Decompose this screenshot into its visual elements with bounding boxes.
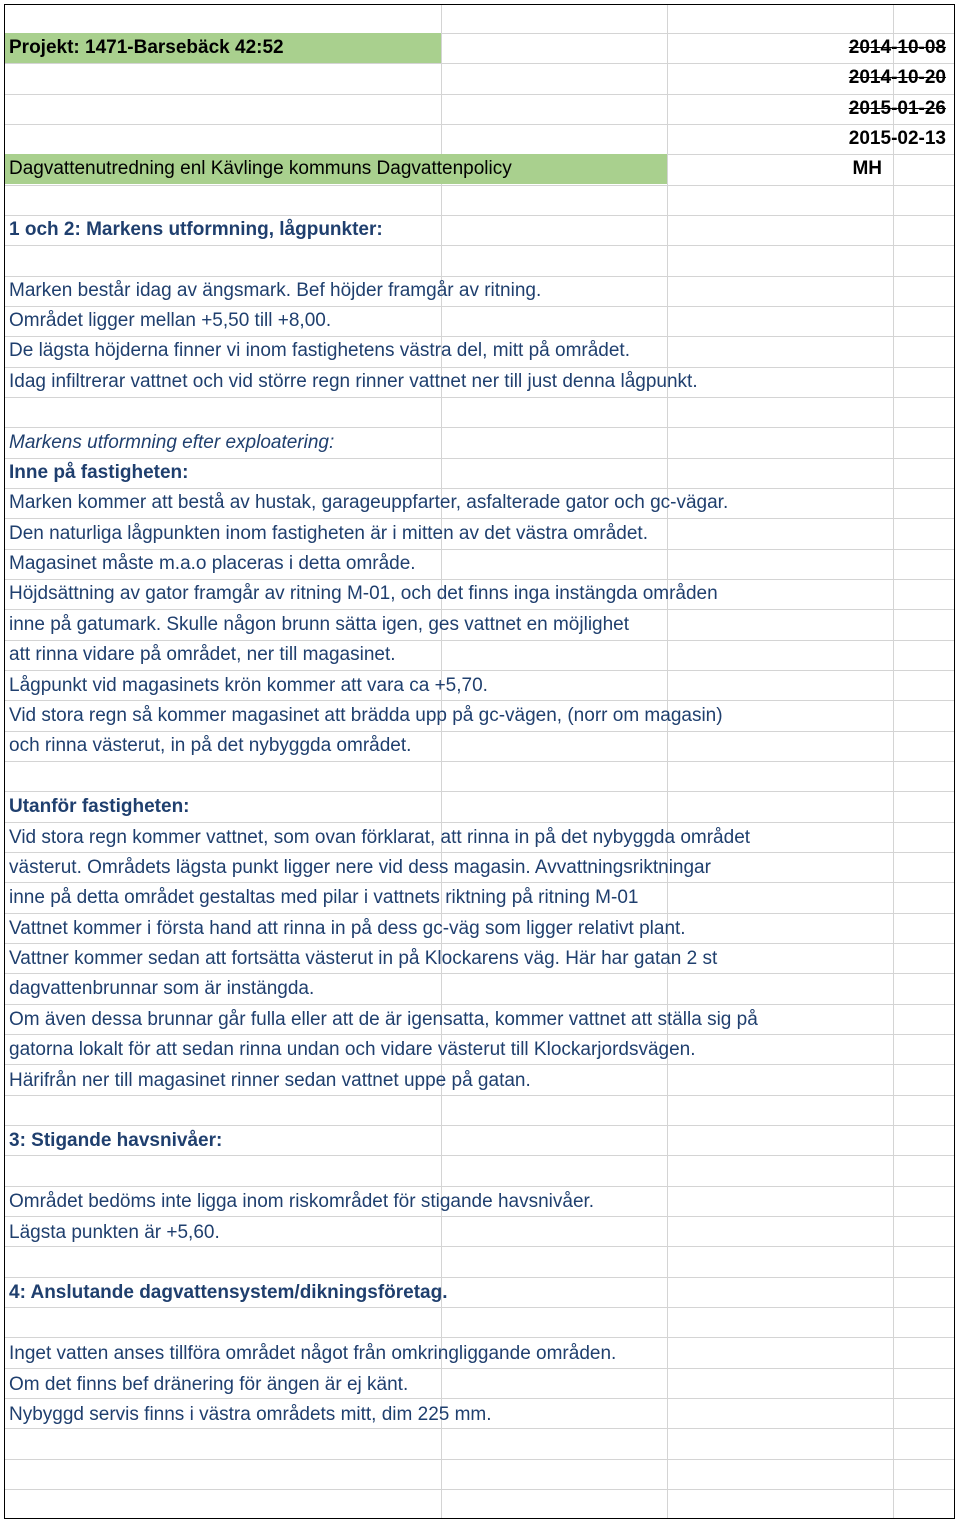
inside-line: att rinna vidare på området, ner till magasinet. <box>9 644 396 665</box>
outside-line: västerut. Områdets lägsta punkt ligger nere vid dess magasin. Avvattningsriktningar <box>9 857 711 878</box>
inside-property-heading: Inne på fastigheten: <box>9 462 189 483</box>
gridline-row <box>5 94 954 95</box>
date-1: 2014-10-08 <box>848 37 946 58</box>
outside-line: Vattnet kommer i första hand att rinna in på dess gc-väg som ligger relativt plant. <box>9 918 686 939</box>
section1-heading: 1 och 2: Markens utformning, lågpunkter: <box>9 219 383 240</box>
inside-line: och rinna västerut, in på det nybyggda området. <box>9 735 412 756</box>
section1-line: De lägsta höjderna finner vi inom fastighetens västra del, mitt på området. <box>9 340 630 361</box>
inside-line: Höjdsättning av gator framgår av ritning M-01, och det finns inga instängda områden <box>9 583 718 604</box>
outside-line: dagvattenbrunnar som är instängda. <box>9 978 315 999</box>
section4-heading: 4: Anslutande dagvattensystem/dikningsföretag. <box>9 1282 448 1303</box>
outside-line: Vid stora regn kommer vattnet, som ovan förklarat, att rinna in på det nybyggda området <box>9 827 751 848</box>
outside-line: Om även dessa brunnar går fulla eller att de är igensatta, kommer vattnet att ställa sig på <box>9 1009 758 1030</box>
outside-property-heading: Utanför fastigheten: <box>9 796 190 817</box>
initials: MH <box>852 158 882 179</box>
inside-line: Lågpunkt vid magasinets krön kommer att vara ca +5,70. <box>9 675 488 696</box>
subtitle: Dagvattenutredning enl Kävlinge kommuns Dagvattenpolicy <box>9 158 512 179</box>
project-title: Projekt: 1471-Barsebäck 42:52 <box>9 37 284 58</box>
section4-line: Inget vatten anses tillföra området något från omkringliggande områden. <box>9 1343 617 1364</box>
after-exploitation-heading: Markens utformning efter exploatering: <box>9 432 335 453</box>
gridline-row <box>5 63 954 64</box>
outside-line: Vattner kommer sedan att fortsätta västerut in på Klockarens väg. Här har gatan 2 st <box>9 948 718 969</box>
inside-line: Den naturliga lågpunkten inom fastigheten är i mitten av det västra området. <box>9 523 648 544</box>
gridline-col <box>893 5 894 1518</box>
outside-line: gatorna lokalt för att sedan rinna undan och vidare västerut till Klockarjordsvägen. <box>9 1039 696 1060</box>
gridline-row <box>5 124 954 125</box>
section1-line: Marken består idag av ängsmark. Bef höjder framgår av ritning. <box>9 280 542 301</box>
gridline-row <box>5 1459 954 1460</box>
gridline-row <box>5 1489 954 1490</box>
outside-line: Härifrån ner till magasinet rinner sedan vattnet uppe på gatan. <box>9 1070 531 1091</box>
gridline-row <box>5 245 954 246</box>
section3-heading: 3: Stigande havsnivåer: <box>9 1130 223 1151</box>
section1-line: Idag infiltrerar vattnet och vid större regn rinner vattnet ner till just denna lågpunkt. <box>9 371 698 392</box>
date-3: 2015-01-26 <box>848 98 946 119</box>
inside-line: inne på gatumark. Skulle någon brunn sätta igen, ges vattnet en möjlighet <box>9 614 630 635</box>
section1-line: Området ligger mellan +5,50 till +8,00. <box>9 310 332 331</box>
gridline-col <box>667 5 668 1518</box>
section4-line: Om det finns bef dränering för ängen är ej känt. <box>9 1374 409 1395</box>
spreadsheet-sheet <box>4 4 955 1519</box>
gridline-row <box>5 761 954 762</box>
date-2: 2014-10-20 <box>848 67 946 88</box>
inside-line: Vid stora regn så kommer magasinet att brädda upp på gc-vägen, (norr om magasin) <box>9 705 723 726</box>
outside-line: inne på detta området gestaltas med pilar i vattnets riktning på ritning M-01 <box>9 887 639 908</box>
section3-line: Lägsta punkten är +5,60. <box>9 1222 220 1243</box>
inside-line: Magasinet måste m.a.o placeras i detta område. <box>9 553 416 574</box>
gridline-row <box>5 397 954 398</box>
gridline-row <box>5 185 954 186</box>
date-4: 2015-02-13 <box>848 128 946 149</box>
inside-line: Marken kommer att bestå av hustak, garageuppfarter, asfalterade gator och gc-vägar. <box>9 492 729 513</box>
section4-line: Nybyggd servis finns i västra områdets mitt, dim 225 mm. <box>9 1404 492 1425</box>
gridline-row <box>5 1337 954 1338</box>
section3-line: Området bedöms inte ligga inom riskområdet för stigande havsnivåer. <box>9 1191 595 1212</box>
